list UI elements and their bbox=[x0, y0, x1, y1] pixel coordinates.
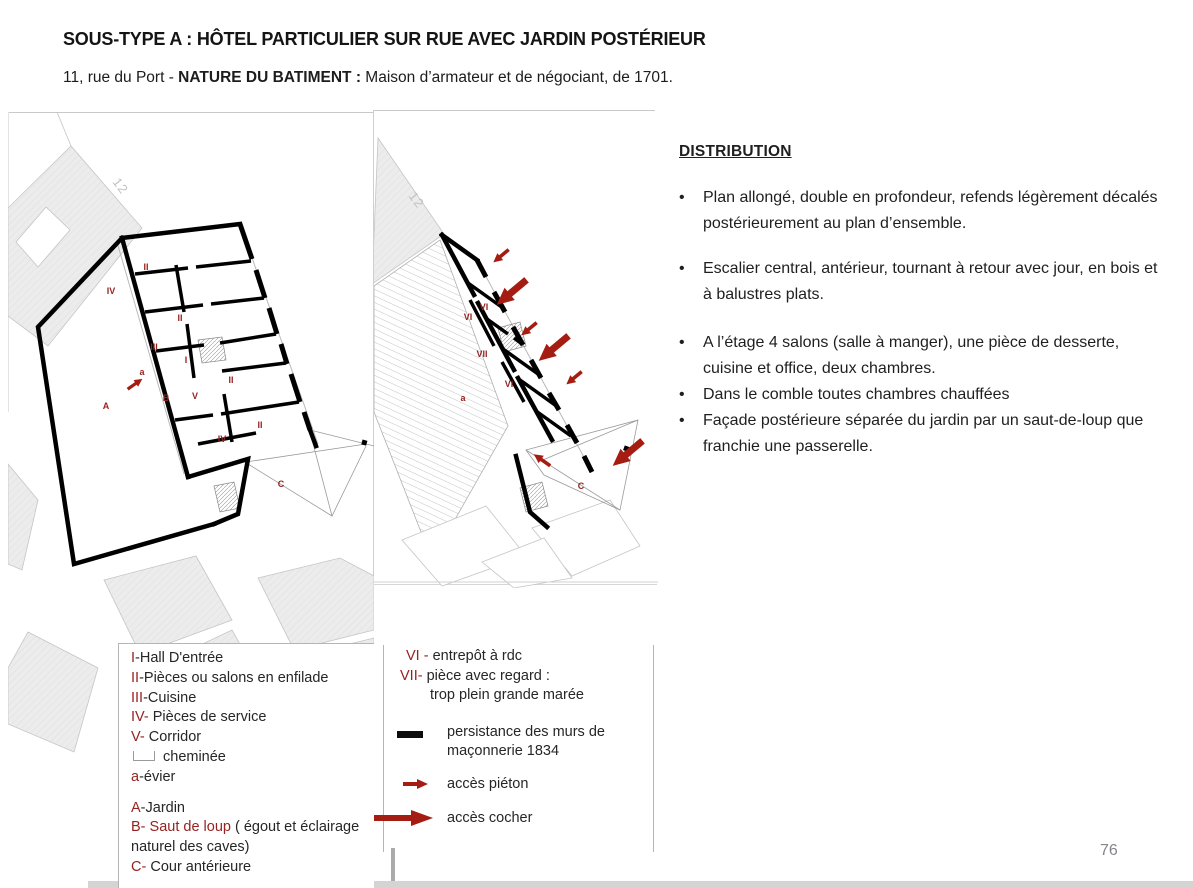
parcel-number-label: 12 bbox=[109, 174, 132, 197]
page-subtitle bbox=[63, 69, 673, 87]
coach-arrow-icon bbox=[608, 435, 648, 472]
legend-pedestrian-text: accès piéton bbox=[447, 776, 529, 792]
bullet-item bbox=[679, 330, 1171, 382]
svg-text:VI: VI bbox=[504, 379, 514, 389]
legend-item: naturel des caves) bbox=[131, 839, 250, 856]
legend-item: I-Hall D'entrée bbox=[131, 650, 224, 666]
bullet-text: Dans le comble toutes chambres chauffées bbox=[703, 386, 1010, 403]
stairs-hatch bbox=[198, 337, 226, 363]
svg-text:IV: IV bbox=[217, 434, 227, 444]
bullet-marker: • bbox=[679, 412, 685, 429]
floor-plan-access bbox=[374, 110, 658, 588]
subtitle-address: 11, rue du Port - bbox=[63, 69, 179, 86]
svg-text:B: B bbox=[162, 393, 170, 403]
bullet-text: Escalier central, antérieur, tournant à retour avec jour, en bois et à balustres plats. bbox=[703, 260, 1158, 303]
page-number: 76 bbox=[1100, 842, 1118, 859]
svg-text:VI: VI bbox=[479, 302, 489, 312]
svg-text:II: II bbox=[257, 420, 263, 430]
distribution-section bbox=[679, 143, 1171, 460]
bullet-marker: • bbox=[679, 189, 685, 206]
bullet-item bbox=[679, 185, 1171, 237]
pedestrian-arrow-icon bbox=[490, 246, 511, 266]
svg-text:VII: VII bbox=[476, 349, 488, 359]
svg-text:C: C bbox=[577, 481, 585, 491]
legend-item: VII- pièce avec regard : bbox=[400, 668, 550, 684]
legend-right-border bbox=[653, 645, 654, 852]
svg-text:VI: VI bbox=[463, 312, 473, 322]
coach-arrow-icon bbox=[373, 809, 435, 827]
legend-item-cheminee: cheminée bbox=[131, 749, 374, 769]
facade-wall-segments bbox=[240, 224, 310, 430]
distribution-heading: DISTRIBUTION bbox=[679, 143, 792, 160]
bullet-text: A l’étage 4 salons (salle à manger), une pièce de desserte, cuisine et office, deux chambres. bbox=[703, 334, 1120, 377]
bullet-marker: • bbox=[679, 260, 685, 277]
legend-coach-text: accès cocher bbox=[447, 810, 533, 826]
svg-text:V: V bbox=[191, 391, 199, 401]
page-title: SOUS-TYPE A : HÔTEL PARTICULIER SUR RUE AVEC JARDIN POSTÉRIEUR bbox=[63, 29, 706, 49]
legend-item: B- Saut de loup ( égout et éclairage bbox=[131, 819, 360, 836]
pedestrian-arrow-icon bbox=[563, 368, 584, 388]
legend-rooms bbox=[118, 643, 374, 888]
svg-text:C: C bbox=[277, 479, 285, 489]
bullet-item bbox=[679, 382, 1171, 408]
svg-text:II: II bbox=[143, 262, 149, 272]
legend-item: III-Cuisine bbox=[131, 689, 197, 706]
legend-item: II-Pièces ou salons en enfilade bbox=[131, 669, 329, 686]
subtitle-nature-label: NATURE DU BATIMENT : bbox=[178, 69, 361, 86]
fireplace-icon bbox=[133, 751, 155, 761]
legend-item-continuation: trop plein grande marée bbox=[430, 687, 584, 703]
masonry-wall-icon bbox=[397, 731, 423, 738]
svg-text:II: II bbox=[228, 375, 234, 385]
legend-wall-text: maçonnerie 1834 bbox=[447, 743, 560, 759]
access-arrow-small bbox=[125, 376, 144, 393]
legend-item: A-Jardin bbox=[131, 799, 185, 816]
bullet-marker: • bbox=[679, 386, 685, 403]
legend-gap bbox=[131, 789, 374, 800]
svg-text:A: A bbox=[102, 401, 110, 411]
bullet-item bbox=[679, 408, 1171, 460]
bullet-text: Façade postérieure séparée du jardin par un saut-de-loup que franchie une passerelle. bbox=[703, 412, 1144, 455]
legend-item: C- Cour antérieure bbox=[131, 858, 252, 875]
legend-item: a-évier bbox=[131, 768, 176, 785]
legend-item: VI - entrepôt à rdc bbox=[406, 648, 523, 664]
svg-text:IV: IV bbox=[106, 286, 116, 296]
legend-item: IV- Pièces de service bbox=[131, 709, 267, 726]
entry-stairs-hatch bbox=[214, 482, 240, 512]
svg-text:III: III bbox=[150, 342, 158, 352]
legend-item: V- Corridor bbox=[131, 729, 202, 746]
bullet-text: Plan allongé, double en profondeur, refends légèrement décalés postérieurement au plan d’ensemble. bbox=[703, 189, 1158, 232]
svg-text:II: II bbox=[177, 313, 183, 323]
coach-arrow-icon bbox=[534, 330, 574, 367]
subtitle-description: Maison d’armateur et de négociant, de 1701. bbox=[361, 69, 673, 86]
bullet-marker: • bbox=[679, 334, 685, 351]
legend-wall-text: persistance des murs de bbox=[447, 724, 605, 740]
bullet-item bbox=[679, 256, 1171, 308]
svg-text:a: a bbox=[139, 367, 145, 377]
passerelle-arrow-icon bbox=[531, 451, 553, 470]
svg-text:I: I bbox=[184, 355, 188, 365]
svg-text:a: a bbox=[460, 393, 466, 403]
courtyard-outline bbox=[246, 430, 374, 516]
pedestrian-arrow-icon bbox=[403, 778, 429, 790]
parcel-number-label: 12 bbox=[405, 188, 428, 211]
